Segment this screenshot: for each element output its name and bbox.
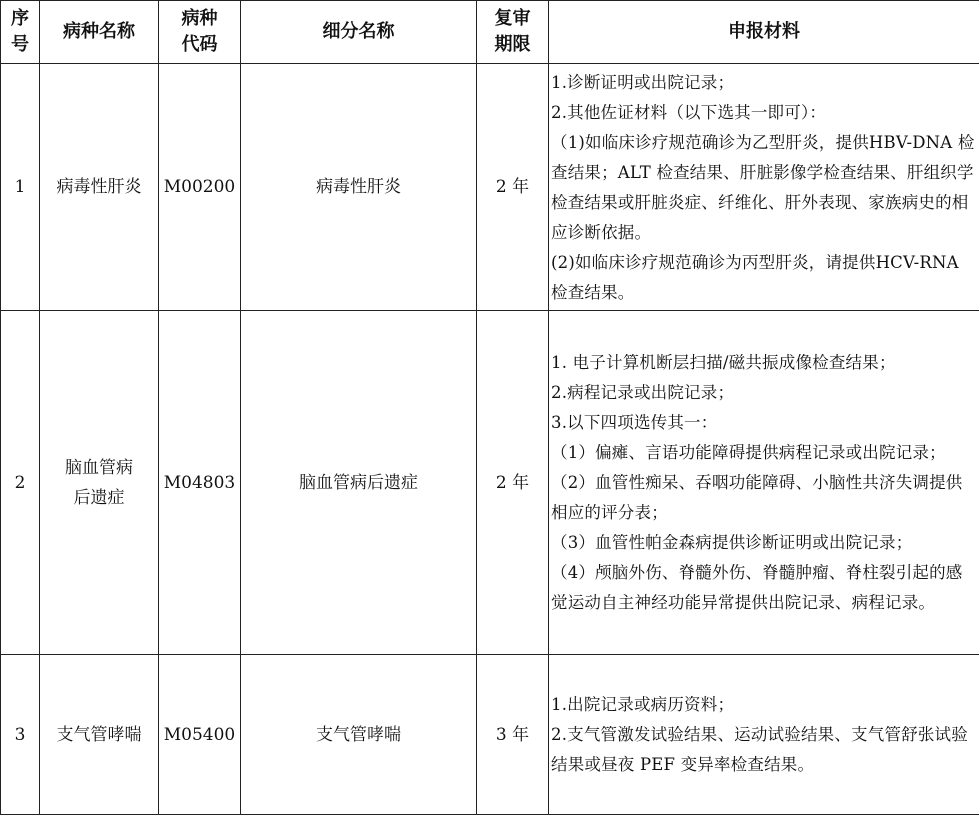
row-seq: 2 [1, 311, 40, 655]
material-line: 2.其他佐证材料（以下选其一即可）： [551, 98, 976, 128]
table-row [1, 311, 979, 655]
row-disease-code: M05400 [159, 655, 241, 815]
material-line: （1)如临床诊疗规范确诊为乙型肝炎，提供HBV-DNA 检查结果；ALT 检查结果、肝脏影像学检查结果、肝组织学检查结果或肝脏炎症、纤维化、肝外表现、家族病史的相应诊断依据。 [551, 128, 976, 248]
header-sub-name: 细分名称 [241, 1, 477, 64]
table-row [1, 64, 979, 311]
row-seq: 3 [1, 655, 40, 815]
header-materials: 申报材料 [549, 1, 979, 64]
row-review-period: 2 年 [477, 64, 549, 311]
material-line: 1.诊断证明或出院记录； [551, 68, 976, 98]
row-sub-name: 脑血管病后遗症 [241, 311, 477, 655]
row-disease-code: M00200 [159, 64, 241, 311]
row-disease-name: 支气管哮喘 [40, 655, 159, 815]
material-line: (2)如临床诊疗规范确诊为丙型肝炎，请提供HCV-RNA 检查结果。 [551, 248, 976, 308]
row-sub-name: 支气管哮喘 [241, 655, 477, 815]
row-disease-code: M04803 [159, 311, 241, 655]
header-review-period: 复审期限 [477, 1, 549, 64]
material-line: （4）颅脑外伤、脊髓外伤、脊髓肿瘤、脊柱裂引起的感觉运动自主神经功能异常提供出院记录、病程记录。 [551, 558, 976, 618]
header-disease-name: 病种名称 [40, 1, 159, 64]
row-materials [549, 655, 979, 815]
header-seq: 序号 [1, 1, 40, 64]
material-line: 1.出院记录或病历资料； [551, 690, 976, 720]
material-line: 2.病程记录或出院记录； [551, 378, 976, 408]
row-review-period: 2 年 [477, 311, 549, 655]
header-row [1, 1, 979, 64]
material-line: （2）血管性痴呆、吞咽功能障碍、小脑性共济失调提供相应的评分表； [551, 468, 976, 528]
row-disease-name: 脑血管病后遗症 [40, 311, 159, 655]
row-seq: 1 [1, 64, 40, 311]
material-line: 2.支气管激发试验结果、运动试验结果、支气管舒张试验结果或昼夜 PEF 变异率检查结果。 [551, 720, 976, 780]
material-line: （3）血管性帕金森病提供诊断证明或出院记录； [551, 528, 976, 558]
row-review-period: 3 年 [477, 655, 549, 815]
header-disease-code: 病种代码 [159, 1, 241, 64]
row-materials [549, 311, 979, 655]
row-sub-name: 病毒性肝炎 [241, 64, 477, 311]
material-line: 1. 电子计算机断层扫描/磁共振成像检查结果； [551, 348, 976, 378]
material-line: （1）偏瘫、言语功能障碍提供病程记录或出院记录； [551, 438, 976, 468]
material-line: 3.以下四项选传其一： [551, 408, 976, 438]
row-materials [549, 64, 979, 311]
row-disease-name: 病毒性肝炎 [40, 64, 159, 311]
table-row [1, 655, 979, 815]
